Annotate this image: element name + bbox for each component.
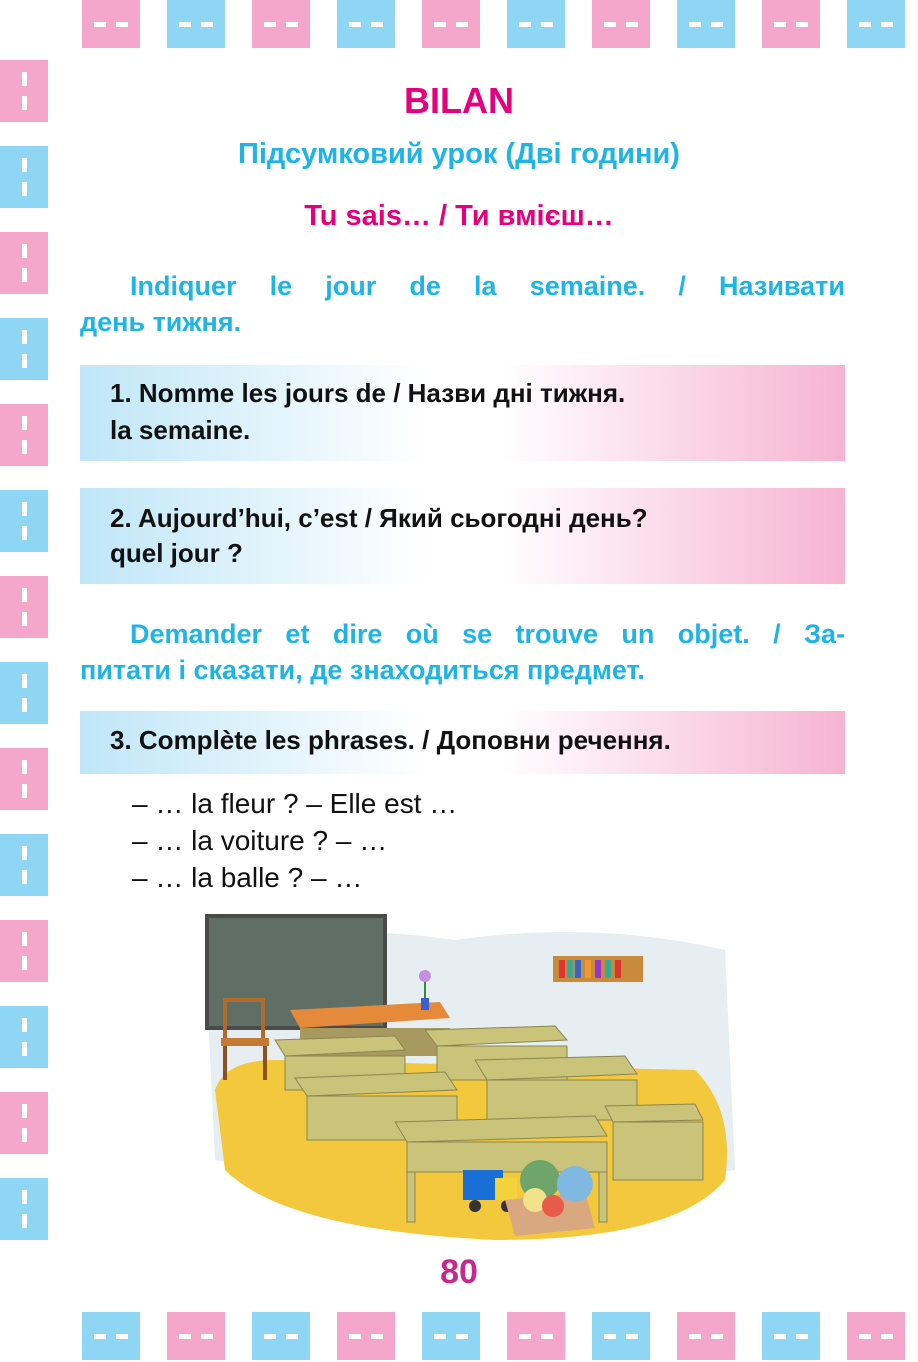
border-tile bbox=[0, 232, 48, 294]
border-tile bbox=[82, 1312, 140, 1360]
border-tile bbox=[167, 1312, 225, 1360]
border-tile bbox=[592, 1312, 650, 1360]
border-tile bbox=[0, 748, 48, 810]
border-tile bbox=[0, 1178, 48, 1240]
border-tile bbox=[0, 576, 48, 638]
phrase-2: – … la voiture ? – … bbox=[132, 825, 388, 856]
border-tile bbox=[762, 1312, 820, 1360]
border-tile bbox=[677, 0, 735, 48]
border-tile bbox=[422, 1312, 480, 1360]
objective-2-line1: Demander et dire où se trouve un objet. / За- bbox=[130, 619, 845, 649]
border-tile bbox=[82, 0, 140, 48]
border-tile bbox=[0, 662, 48, 724]
border-tile bbox=[167, 0, 225, 48]
border-tile bbox=[337, 0, 395, 48]
exercise-1-line1: 1. Nomme les jours de / Назви дні тижня. bbox=[110, 378, 626, 408]
border-tile bbox=[0, 1006, 48, 1068]
border-tile bbox=[762, 0, 820, 48]
exercise-1-line2: la semaine. bbox=[110, 415, 251, 445]
objective-1-line2: день тижня. bbox=[80, 307, 242, 337]
border-tile bbox=[507, 0, 565, 48]
border-tile bbox=[252, 0, 310, 48]
border-tile bbox=[0, 920, 48, 982]
objective-1 bbox=[80, 268, 845, 340]
border-tile bbox=[847, 1312, 905, 1360]
border-top bbox=[0, 0, 918, 50]
exercise-3-line1: 3. Complète les phrases. / Доповни речення. bbox=[110, 725, 671, 755]
border-tile bbox=[0, 318, 48, 380]
classroom-illustration bbox=[195, 910, 740, 1250]
border-tile bbox=[592, 0, 650, 48]
border-tile bbox=[0, 404, 48, 466]
objective-2-line2: питати і сказати, де знаходиться предмет. bbox=[80, 655, 645, 685]
border-tile bbox=[0, 490, 48, 552]
border-tile bbox=[252, 1312, 310, 1360]
exercise-2-line1: 2. Aujourd’hui, c’est / Який сьогодні день? bbox=[110, 503, 648, 533]
page-title: BILAN bbox=[404, 80, 514, 121]
exercise-2-line2: quel jour ? bbox=[110, 538, 243, 568]
ball bbox=[542, 1195, 564, 1217]
student-desk bbox=[605, 1104, 703, 1122]
border-bottom bbox=[0, 1312, 918, 1362]
phrase-3: – … la balle ? – … bbox=[132, 862, 363, 893]
border-tile bbox=[507, 1312, 565, 1360]
border-tile bbox=[0, 834, 48, 896]
exercise-2-box bbox=[80, 488, 845, 584]
section-heading: Tu sais… / Ти вмієш… bbox=[304, 200, 614, 232]
border-left bbox=[0, 60, 50, 1300]
border-tile bbox=[422, 0, 480, 48]
page-number: 80 bbox=[440, 1253, 478, 1291]
objective-2 bbox=[80, 616, 845, 688]
ball bbox=[557, 1166, 593, 1202]
border-tile bbox=[0, 1092, 48, 1154]
border-tile bbox=[337, 1312, 395, 1360]
phrase-1: – … la fleur ? – Elle est … bbox=[132, 788, 458, 819]
exercise-3-box bbox=[80, 711, 845, 774]
lesson-subtitle: Підсумковий урок (Дві години) bbox=[238, 138, 680, 170]
objective-1-line1: Indiquer le jour de la semaine. / Називати bbox=[130, 271, 845, 301]
border-tile bbox=[847, 0, 905, 48]
border-tile bbox=[677, 1312, 735, 1360]
exercise-1-box bbox=[80, 365, 845, 461]
